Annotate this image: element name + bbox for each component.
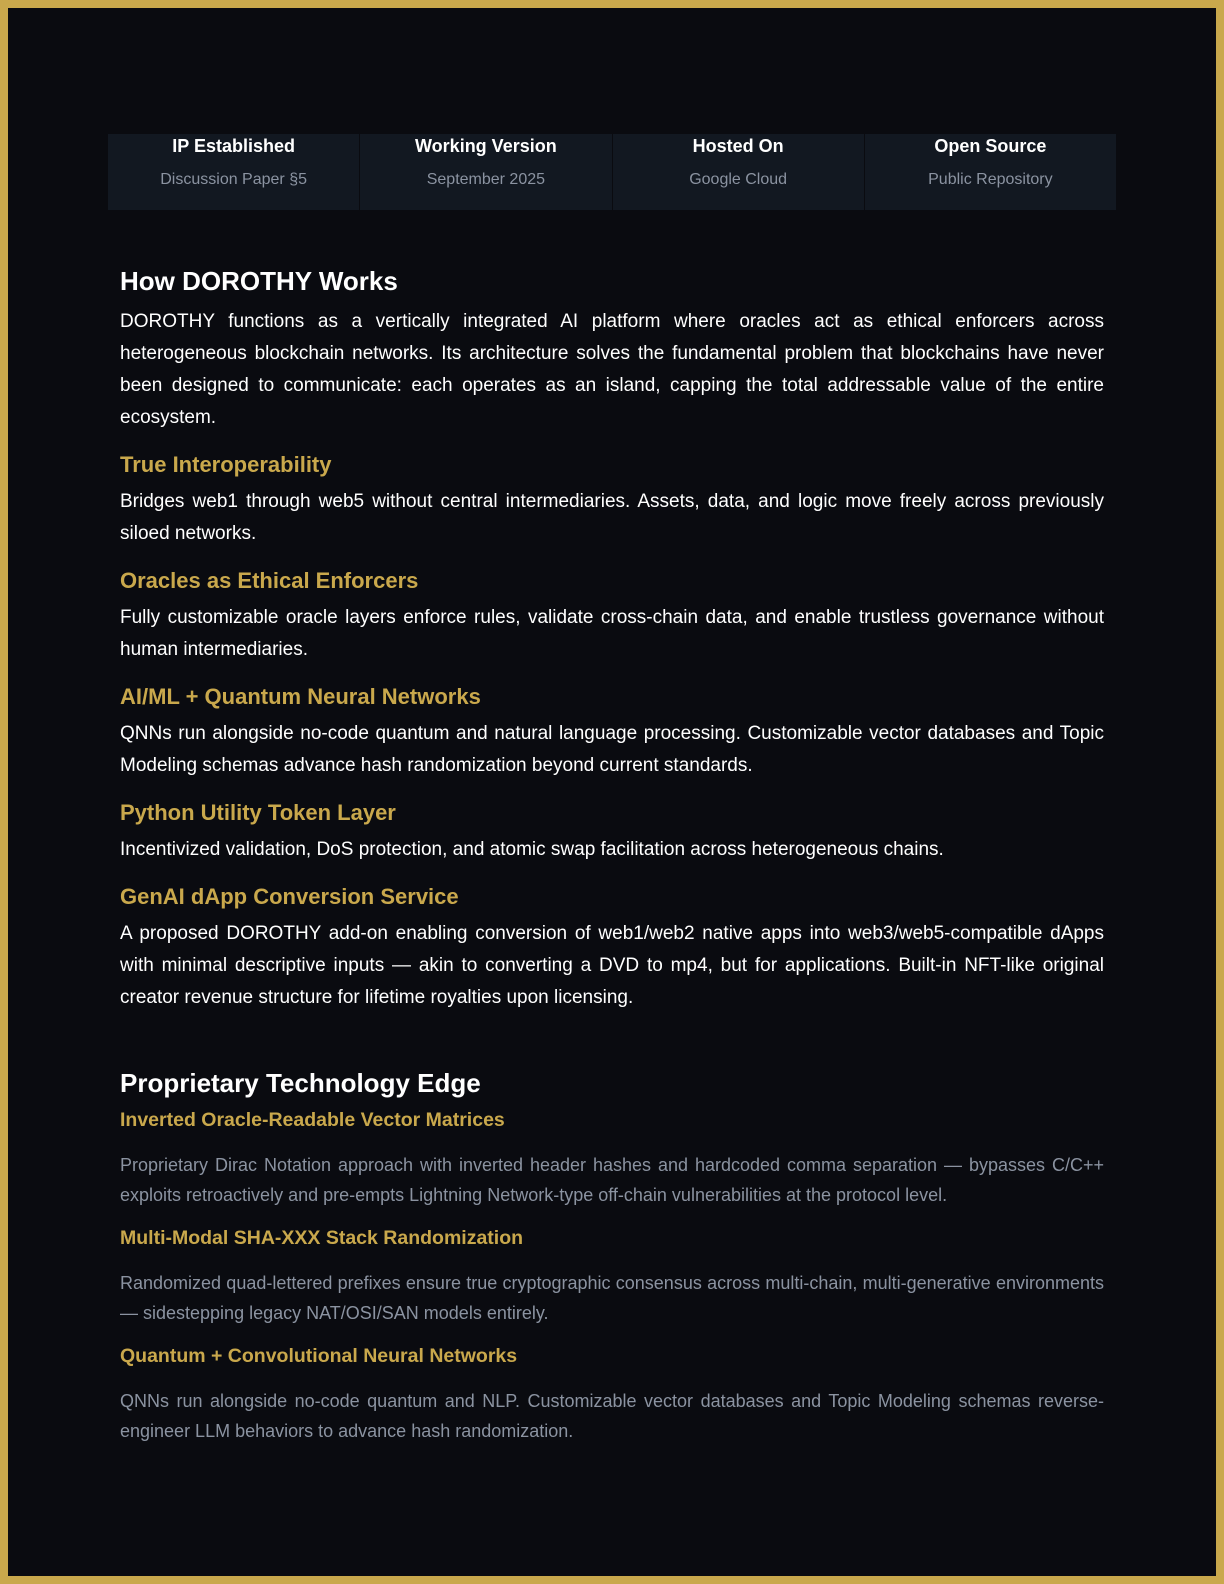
how-it-works-section [120, 266, 1104, 1014]
feature-item [120, 684, 1104, 782]
edge-item [120, 1226, 1104, 1328]
stat-label: Working Version [415, 136, 557, 156]
stat-open-source [865, 134, 1116, 210]
stat-label: IP Established [172, 136, 295, 156]
feature-item [120, 800, 1104, 866]
feature-body: Fully customizable oracle layers enforce rules, validate cross-chain data, and enable trustless governance without human intermediaries. [120, 607, 1104, 660]
edge-item-body: QNNs run alongside no-code quantum and NLP. Customizable vector databases and Topic Modeling schemas reverse-engineer LLM behaviors to advance hash randomization. [120, 1391, 1104, 1441]
feature-item [120, 884, 1104, 1014]
stats-bar [108, 134, 1116, 210]
edge-item-body: Proprietary Dirac Notation approach with inverted header hashes and hardcoded comma separation — bypasses C/C++ exploits retroactively and pre-empts Lightning Network-type off-chain vulnerabilities at the protocol level. [120, 1155, 1104, 1205]
stat-label: Open Source [934, 136, 1047, 156]
stat-ip-established [108, 134, 360, 210]
feature-item [120, 568, 1104, 666]
feature-title: Python Utility Token Layer [120, 800, 396, 825]
feature-body: A proposed DOROTHY add-on enabling conversion of web1/web2 native apps into web3/web5-compatible dApps with minimal descriptive inputs — akin to converting a DVD to mp4, but for applications. Built-in NFT-like original creator revenue structure for lifetime royalties upon licensing. [120, 923, 1104, 1008]
section-intro: DOROTHY functions as a vertically integrated AI platform where oracles act as ethical enforcers across heterogeneous blockchain networks. Its architecture solves the fundamental problem that blockchains have never been designed to communicate: each operates as an island, capping the total addressable value of the entire ecosystem. [120, 311, 1104, 428]
stat-working-version [360, 134, 612, 210]
feature-body: Bridges web1 through web5 without central intermediaries. Assets, data, and logic move freely across previously siloed networks. [120, 491, 1104, 544]
edge-item [120, 1344, 1104, 1446]
technology-edge-section [120, 1068, 1104, 1446]
stat-value: September 2025 [426, 171, 546, 188]
section-title: How DOROTHY Works [120, 266, 398, 296]
edge-item-body: Randomized quad-lettered prefixes ensure true cryptographic consensus across multi-chain, multi-generative environments — sidestepping legacy NAT/OSI/SAN models entirely. [120, 1273, 1104, 1323]
edge-item-title: Quantum + Convolutional Neural Networks [120, 1345, 518, 1367]
edge-item-title: Inverted Oracle-Readable Vector Matrices [120, 1109, 505, 1131]
feature-title: True Interoperability [120, 452, 332, 477]
feature-item [120, 452, 1104, 550]
stat-value: Google Cloud [689, 171, 788, 188]
stat-hosted-on [613, 134, 865, 210]
edge-item [120, 1108, 1104, 1210]
stat-value: Discussion Paper §5 [160, 171, 307, 188]
main-content [120, 266, 1104, 1462]
feature-title: AI/ML + Quantum Neural Networks [120, 684, 481, 709]
edge-item-title: Multi-Modal SHA-XXX Stack Randomization [120, 1227, 524, 1249]
feature-title: GenAI dApp Conversion Service [120, 884, 459, 909]
stat-label: Hosted On [692, 136, 784, 156]
section-title: Proprietary Technology Edge [120, 1068, 481, 1098]
stat-value: Public Repository [928, 171, 1053, 188]
feature-title: Oracles as Ethical Enforcers [120, 568, 419, 593]
feature-body: Incentivized validation, DoS protection, and atomic swap facilitation across heterogeneous chains. [120, 839, 944, 860]
feature-body: QNNs run alongside no-code quantum and natural language processing. Customizable vector databases and Topic Modeling schemas advance hash randomization beyond current standards. [120, 723, 1104, 776]
